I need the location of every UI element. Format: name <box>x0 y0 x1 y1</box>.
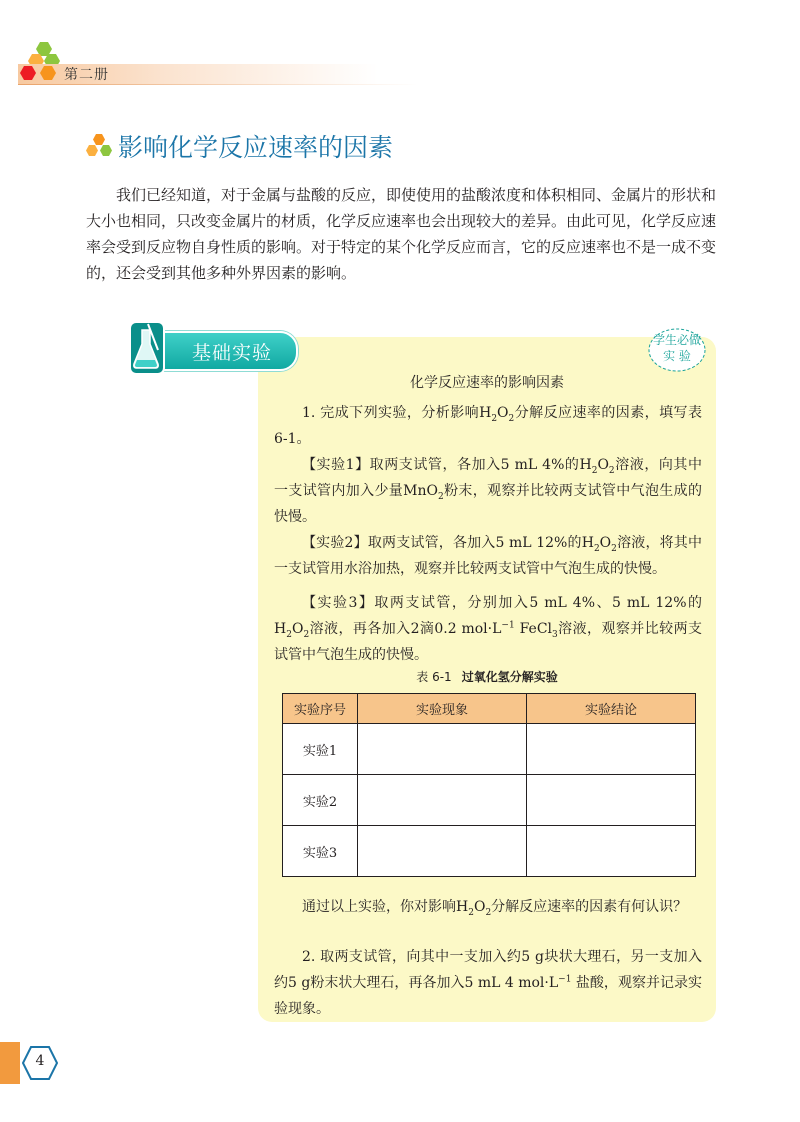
book-volume-label: 第二册 <box>64 67 109 83</box>
conclusion-cell[interactable] <box>527 826 696 877</box>
task-1-text: 1. 完成下列实验，分析影响$H_2O_2$分解反应速率的因素，填写表6-1。 <box>274 405 702 447</box>
question-text: 通过以上实验，你对影响$H_2O_2$分解反应速率的因素有何认识？ <box>302 899 688 918</box>
flask-icon <box>124 320 168 376</box>
conclusion-cell[interactable] <box>527 775 696 826</box>
phenomenon-cell[interactable] <box>358 775 527 826</box>
stamp-line-2: 实 验 <box>663 349 691 363</box>
task-2-text: 2. 取两支试管，向其中一支加入约5 g块状大理石，另一支加入约5 g粉末状大理石，再各加入5 mL 4 $mol\cdot L^{-1}$ 盐酸，观察并记录实验现象。 <box>274 949 702 1017</box>
header-experiment-no: 实验序号 <box>283 694 358 724</box>
section-title: 影响化学反应速率的因素 <box>118 133 394 162</box>
intro-paragraph: 我们已经知道，对于金属与盐酸的反应，即使使用的盐酸浓度和体积相同、金属片的形状和大小也相同，只改变金属片的材质，化学反应速率也会出现较大的差异。由此可见，化学反应速率会受到反应物自身性质的影响。对于特定的某个化学反应而言，它的反应速率也不是一成不变的，还会受到其他多种外界因素的影响。 <box>86 186 717 282</box>
conclusion-cell[interactable] <box>527 724 696 775</box>
page-header <box>0 40 800 90</box>
page-number-bar <box>0 1042 20 1084</box>
experiment-3-text: 【实验3】取两支试管，分别加入5 mL 4%、5 mL 12%的$H_2O_2$溶液，再各加入2滴0.2 $mol\cdot L^{-1}$ FeCl$_3$溶液，观察并比较两支试管中气泡生成的快慢。 <box>274 595 703 663</box>
table-header-row <box>283 694 696 724</box>
row-label: 实验1 <box>283 724 358 775</box>
experiment-1-text: 【实验1】取两支试管，各加入5 mL 4%的$H_2O_2$溶液，向其中一支试管内加入少量MnO$_2$粉末，观察并比较两支试管中气泡生成的快慢。 <box>274 457 702 525</box>
row-label: 实验3 <box>283 826 358 877</box>
page-number: 4 <box>35 1053 45 1069</box>
table-row <box>283 775 696 826</box>
student-required-stamp <box>645 325 709 375</box>
phenomenon-cell[interactable] <box>358 724 527 775</box>
header-rule <box>18 84 418 85</box>
table-caption <box>258 668 716 685</box>
banner-label: 基础实验 <box>192 342 273 364</box>
table-title: 过氧化氢分解实验 <box>461 670 558 684</box>
stamp-line-1: 学生必做 <box>652 333 701 347</box>
table-row <box>283 724 696 775</box>
experiment-banner <box>124 328 296 372</box>
row-label: 实验2 <box>283 775 358 826</box>
experiment-2-text: 【实验2】取两支试管，各加入5 mL 12%的$H_2O_2$溶液，将其中一支试管用水浴加热，观察并比较两支试管中气泡生成的快慢。 <box>274 535 702 577</box>
header-phenomenon: 实验现象 <box>358 694 527 724</box>
page-number-badge <box>22 1046 58 1080</box>
phenomenon-cell[interactable] <box>358 826 527 877</box>
results-table <box>282 693 696 877</box>
header-conclusion: 实验结论 <box>527 694 696 724</box>
banner-tab <box>160 331 298 371</box>
table-number: 表 6-1 <box>416 670 452 684</box>
experiment-title: 化学反应速率的影响因素 <box>410 375 564 391</box>
table-row <box>283 826 696 877</box>
